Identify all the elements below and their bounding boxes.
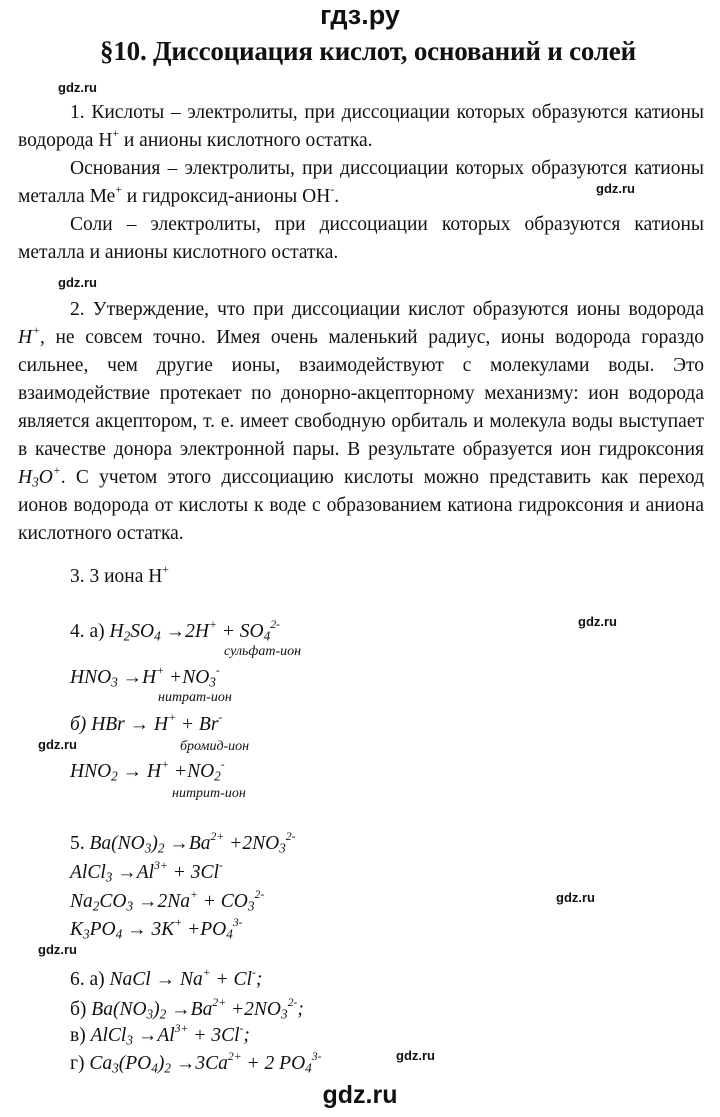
caption-nitrate-ion: нитрат-ион (158, 690, 232, 705)
answer-2: 2. Утверждение, что при диссоциации кислот образуются ионы водорода H+, не совсем точно. Имея очень маленький радиус, ионы водорода гораздо сильнее, чем другие ионы, взаимодействуют с молекулами воды. Это взаимодействие протекает по донорно-акцепторному механизму: ион водорода является акцептором, т. е. имеет свободную орбиталь и молекула воды выступает в качестве донора электронной пары. В результате образуется ион гидроксония $H_3O^+$. С учетом этого диссоциацию кислоты можно представить как переход ионов водорода от кислоты к воде с образованием катиона гидроксония и аниона кислотного остатка. (18, 299, 704, 544)
answer-3: 3. 3 иона Н+ (70, 563, 169, 587)
answer-6c: в) AlCl$_3$ $\to Al^{3+} + 3Cl^-$; (70, 1022, 250, 1048)
answer-5-eq-barium-nitrate: 5. $Ba(NO_3)_2 \to Ba^{2+} +2NO_3^{2-}$ (70, 830, 296, 856)
answer-5-eq-sodium-carbonate: $Na_2CO_3 \to 2Na^+ + CO_3^{2-}$ (70, 888, 265, 914)
answer-4-eq-sulfuric: 4. а) $H_2SO_4 \to 2H^+ + SO_4^{2-}$ (70, 618, 280, 644)
caption-nitrite-ion: нитрит-ион (172, 786, 246, 801)
site-header-watermark: гдз.ру (320, 0, 400, 30)
watermark: gdz.ru (396, 1048, 435, 1063)
answer-4-eq-nitric: $HNO_3 \to H^+ +NO_3^-$ (70, 664, 220, 690)
site-footer-watermark: gdz.ru (322, 1081, 398, 1109)
answer-6b: б) $Ba(NO_3)_2 \to Ba^{2+} +2NO_3^{2-}$; (70, 996, 304, 1022)
answer-1-acids: 1. Кислоты – электролиты, при диссоциации которых образуются катионы водорода Н+ и анионы кислотного остатка. (18, 102, 704, 151)
answer-1-salts: Соли – электролиты, при диссоциации которых образуются катионы металла и анионы кислотного остатка. (18, 214, 704, 263)
answer-6d: г) $Ca_3(PO_4)_2 \to 3Ca^{2+} + 2$ $PO_4^{3-}$ (70, 1050, 322, 1076)
watermark: gdz.ru (58, 80, 97, 95)
answer-1-bases: Основания – электролиты, при диссоциации которых образуются катионы металла Ме+ и гидроксид-анионы ОН-. (18, 158, 704, 207)
caption-bromide-ion: бромид-ион (180, 739, 250, 754)
answer-5-eq-aluminium-chloride: AlCl$_3$ $\to Al^{3+} + 3Cl^-$ (70, 859, 223, 885)
caption-sulfate-ion: сульфат-ион (224, 644, 302, 659)
answer-6a: 6. а) NaCl → Na+ + Cl-; (70, 966, 263, 990)
watermark: gdz.ru (38, 942, 77, 957)
watermark: gdz.ru (578, 614, 617, 629)
watermark: gdz.ru (596, 181, 635, 196)
answer-4-eq-nitrous: $HNO_2 \to H^+ +NO_2^-$ (70, 758, 225, 784)
answer-4-eq-hbr: б) HBr → H+ + Br- (70, 711, 223, 735)
page-title: §10. Диссоциация кислот, оснований и солей (100, 36, 636, 66)
watermark: gdz.ru (556, 890, 595, 905)
watermark: gdz.ru (58, 275, 97, 290)
watermark: gdz.ru (38, 737, 77, 752)
answer-5-eq-potassium-phosphate: $K_3PO_4 \to 3K^+ +PO_4^{3-}$ (70, 916, 243, 942)
